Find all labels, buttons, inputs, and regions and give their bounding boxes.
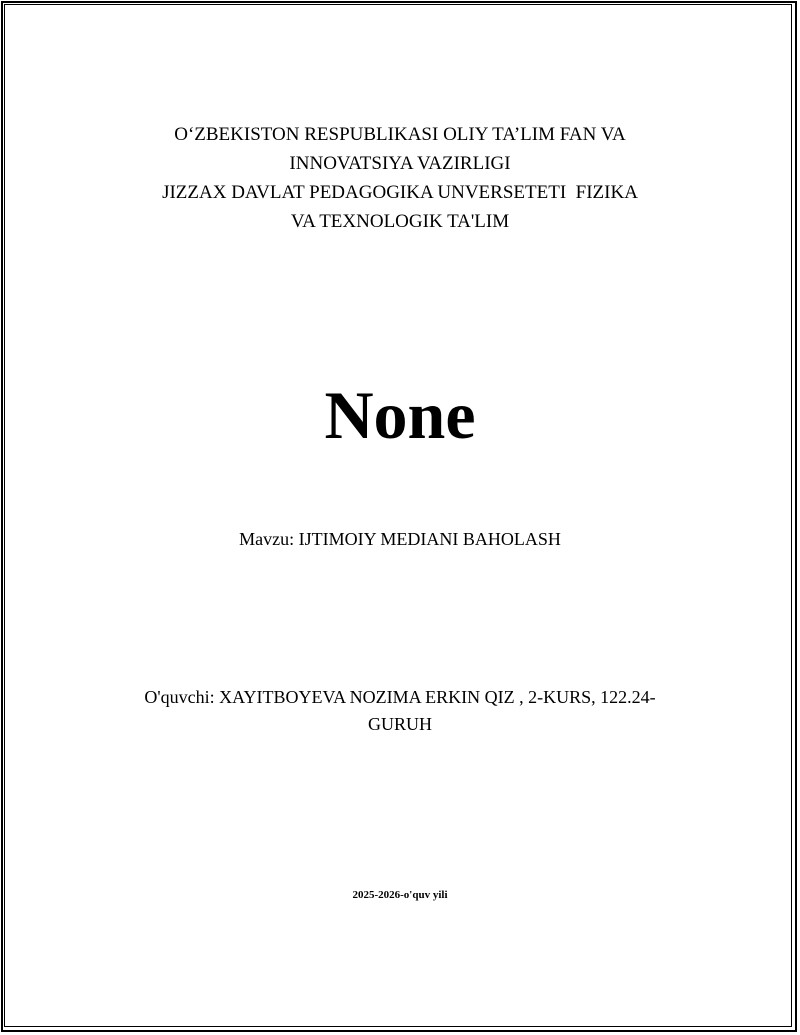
header-line-faculty: VA TEXNOLOGIK TA'LIM xyxy=(290,211,510,232)
student-info-line-cont: GURUH xyxy=(367,714,432,734)
header-line-ministry-cont: INNOVATSIYA VAZIRLIGI xyxy=(289,153,511,174)
header-line-ministry: O‘ZBEKISTON RESPUBLIKASI OLIY TA’LIM FAN VA xyxy=(174,124,626,145)
topic-line: Mavzu: IJTIMOIY MEDIANI BAHOLASH xyxy=(239,529,561,549)
institution-header xyxy=(100,120,700,236)
document-title: None xyxy=(324,377,476,453)
header-line-university: JIZZAX DAVLAT PEDAGOGIKA UNVERSETETI FIZIKA xyxy=(162,182,638,203)
academic-year: 2025-2026-o'quv yili xyxy=(352,889,448,901)
student-info xyxy=(100,684,700,738)
student-info-line: O'quvchi: XAYITBOYEVA NOZIMA ERKIN QIZ , 2-KURS, 122.24- xyxy=(144,687,656,707)
